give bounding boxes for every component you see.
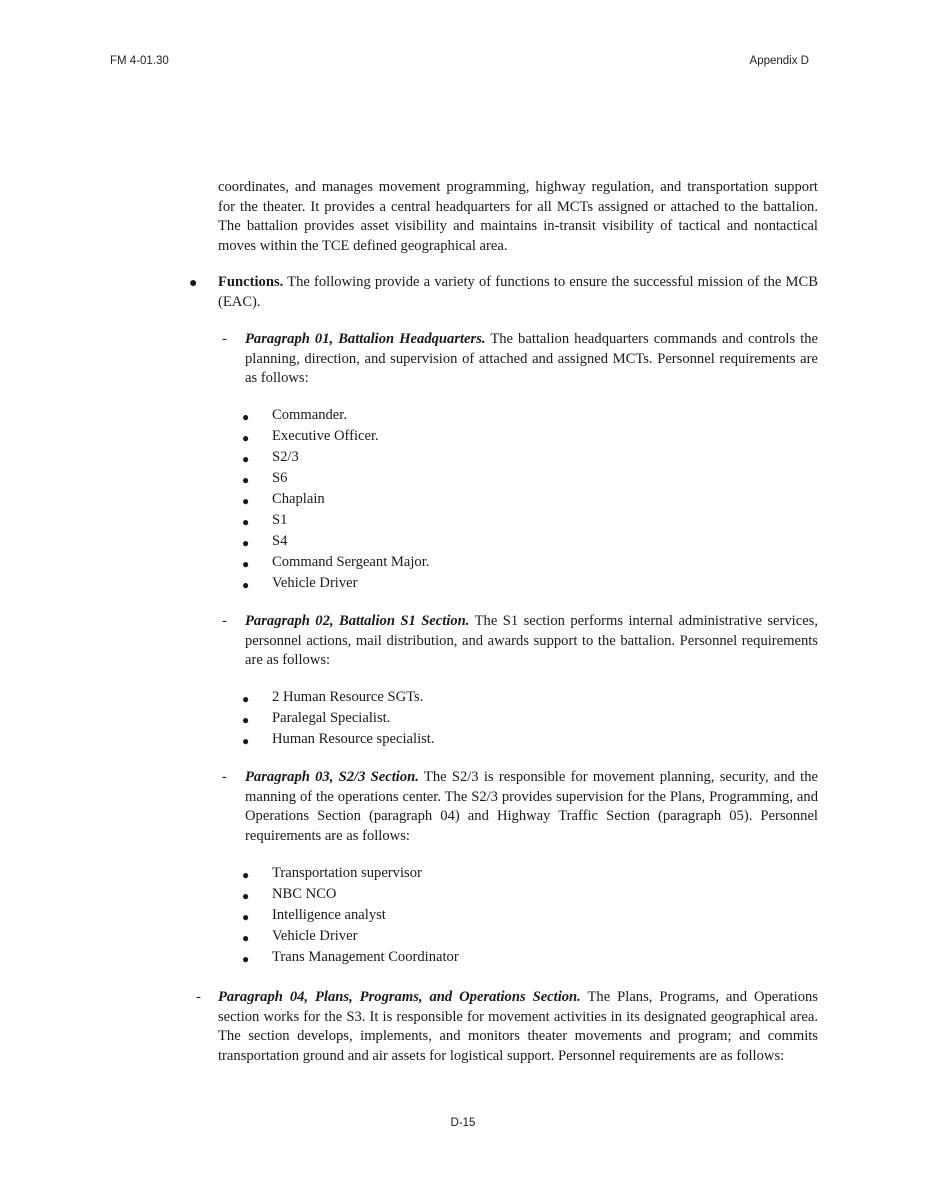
bullet-icon: ● [242, 578, 250, 592]
para04-text: The Plans, Programs, and Operations section works for the S3. It is responsible for movement activities in its designated geographical area. The section develops, implements, and monitors theater movements and program; and commits transportation ground and air assets for logistical support. Personnel requirements are as follows: [218, 989, 818, 1064]
list-item: S6 [272, 470, 288, 486]
para03-paragraph [245, 768, 818, 846]
dash-marker: - [222, 769, 227, 785]
list-item: Chaplain [272, 491, 325, 507]
para03-text: The S2/3 is responsible for movement planning, security, and the manning of the operations center. The S2/3 provides supervision for the Plans, Programming, and Operations Section (paragraph 04) and Highway Traffic Section (paragraph 05). Personnel requirements are as follows: [245, 769, 819, 844]
bullet-icon: ● [242, 910, 250, 924]
page-number: D-15 [450, 1117, 476, 1129]
bullet-icon: ● [242, 868, 250, 882]
para01-paragraph [245, 330, 818, 389]
bullet-icon: ● [242, 431, 250, 445]
list-item: Command Sergeant Major. [272, 554, 430, 570]
para02-title: Paragraph 02, Battalion S1 Section. [245, 613, 470, 629]
bullet-icon: ● [242, 452, 250, 466]
para02-text: The S1 section performs internal administrative services, personnel actions, mail distribution, and awards support to the battalion. Personnel requirements are as follows: [245, 613, 819, 668]
para04-title: Paragraph 04, Plans, Programs, and Operations Section. [218, 989, 581, 1005]
functions-text: The following provide a variety of functions to ensure the successful mission of the MCB (EAC). [218, 274, 818, 310]
bullet-icon: ● [242, 734, 250, 748]
bullet-icon: ● [242, 515, 250, 529]
list-item: Executive Officer. [272, 428, 379, 444]
para02-paragraph [245, 612, 818, 671]
bullet-icon: ● [242, 536, 250, 550]
list-item: Vehicle Driver [272, 928, 358, 944]
para01-text: The battalion headquarters commands and controls the planning, direction, and supervision of attached and assigned MCTs. Personnel requirements are as follows: [245, 331, 818, 386]
para03-title: Paragraph 03, S2/3 Section. [245, 769, 419, 785]
dash-marker: - [222, 331, 227, 347]
bullet-icon: ● [242, 931, 250, 945]
bullet-icon: ● [242, 889, 250, 903]
functions-paragraph [218, 273, 818, 312]
dash-marker: - [196, 989, 201, 1005]
intro-paragraph: coordinates, and manages movement programming, highway regulation, and transportation support for the theater. It provides a central headquarters for all MCTs assigned or attached to the battalion. The battalion provides asset visibility and maintains in-transit visibility of tactical and nontactical moves within the TCE defined geographical area. [218, 179, 818, 254]
bullet-icon: ● [242, 557, 250, 571]
bullet-icon: ● [242, 473, 250, 487]
bullet-icon: ● [242, 410, 250, 424]
para04-paragraph [218, 988, 818, 1066]
bullet-icon: ● [242, 713, 250, 727]
header-right: Appendix D [749, 55, 809, 67]
dash-marker: - [222, 613, 227, 629]
list-item: NBC NCO [272, 886, 337, 902]
list-item: 2 Human Resource SGTs. [272, 689, 424, 705]
list-item: Paralegal Specialist. [272, 710, 391, 726]
bullet-icon: ● [242, 494, 250, 508]
list-item: S2/3 [272, 449, 299, 465]
list-item: Human Resource specialist. [272, 731, 435, 747]
bullet-icon: ● [242, 952, 250, 966]
list-item: Trans Management Coordinator [272, 949, 459, 965]
bullet-icon: ● [242, 692, 250, 706]
list-item: Commander. [272, 407, 347, 423]
list-item: S4 [272, 533, 288, 549]
list-item: Transportation supervisor [272, 865, 422, 881]
list-item: Vehicle Driver [272, 575, 358, 591]
list-item: Intelligence analyst [272, 907, 386, 923]
functions-title: Functions. [218, 274, 284, 290]
bullet-icon: ● [189, 276, 198, 291]
list-item: S1 [272, 512, 288, 528]
header-left: FM 4-01.30 [110, 55, 169, 67]
para01-title: Paragraph 01, Battalion Headquarters. [245, 331, 486, 347]
